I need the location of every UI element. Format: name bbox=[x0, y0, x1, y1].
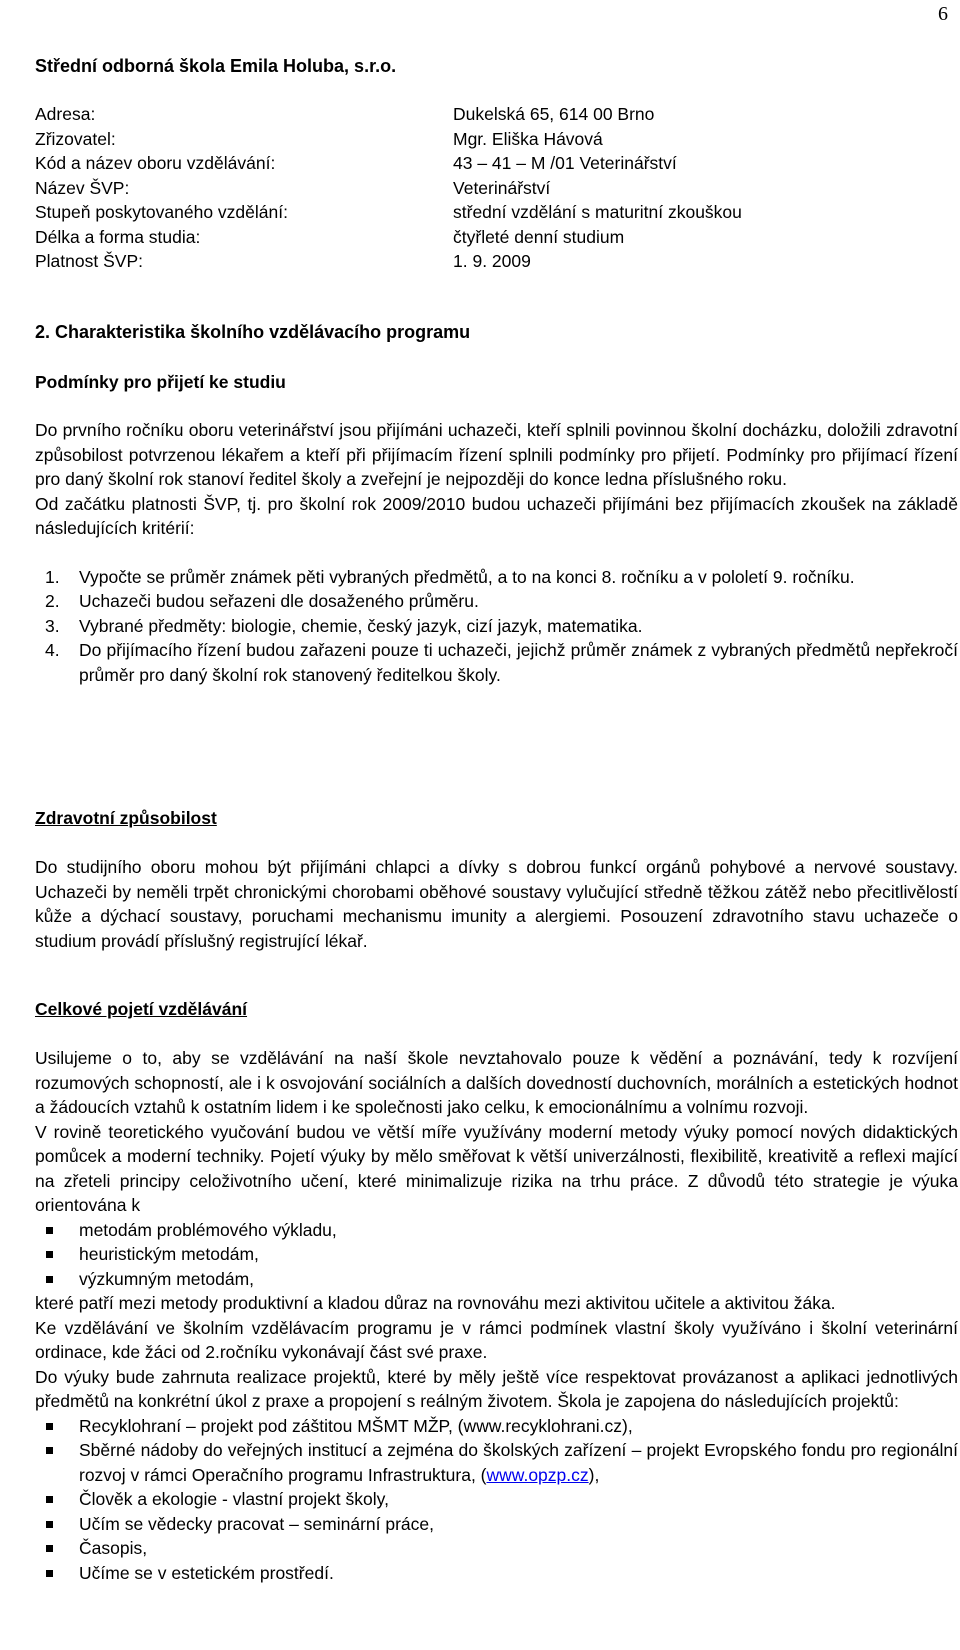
info-row bbox=[35, 151, 935, 176]
info-value: Mgr. Eliška Hávová bbox=[453, 128, 603, 149]
info-label: Název ŠVP: bbox=[35, 177, 130, 198]
criteria-number: 4. bbox=[45, 640, 60, 660]
criteria-number: 3. bbox=[45, 615, 60, 636]
page-number: 6 bbox=[938, 3, 948, 25]
methods-item bbox=[35, 1242, 958, 1267]
info-label: Kód a název oboru vzdělávání: bbox=[35, 153, 276, 173]
info-label: Adresa: bbox=[35, 104, 96, 124]
square-bullet-icon bbox=[46, 1447, 53, 1454]
square-bullet-icon bbox=[46, 1570, 53, 1577]
info-value: Veterinářství bbox=[453, 177, 551, 198]
methods-item bbox=[35, 1218, 958, 1243]
school-name: Střední odborná škola Emila Holuba, s.r.o. bbox=[35, 56, 397, 76]
criteria-text: Do přijímacího řízení budou zařazeni pouze ti uchazeči, jejichž průměr známek z vybraných předmětů nepřekročí průměr pro daný školní rok stanovený ředitelkou školy. bbox=[79, 640, 958, 685]
criteria-item bbox=[35, 638, 958, 687]
admission-criteria-intro: Od začátku platnosti ŠVP, tj. pro školní rok 2009/2010 budou uchazeči přijímáni bez přijímacích zkoušek na základě následujících kritérií: bbox=[35, 493, 958, 538]
criteria-item bbox=[35, 614, 958, 639]
project-item bbox=[35, 1438, 958, 1487]
info-value: 1. 9. 2009 bbox=[453, 251, 531, 271]
info-row bbox=[35, 249, 935, 274]
methods-list bbox=[35, 1218, 958, 1292]
criteria-item bbox=[35, 589, 958, 614]
admission-paragraph: Do prvního ročníku oboru veterinářství jsou přijímáni uchazeči, kteří splnili povinnou školní docházku, doložili zdravotní způsobilost potvrzenou lékařem a kteří při přijímacím řízení splnili podmínky pro přijetí. Podmínky pro přijímací řízení pro daný školní rok stanoví ředitel školy a zveřejní je nejpozději do konce ledna příslušného roku. bbox=[35, 420, 958, 489]
project-text: Sběrné nádoby do veřejných institucí a zejména do školských zařízení – projekt Evropského fondu pro regionální rozvoj v rámci Operačního programu Infrastruktura, ( bbox=[79, 1440, 958, 1485]
project-item bbox=[35, 1414, 958, 1439]
methods-item bbox=[35, 1267, 958, 1292]
methods-item-text: metodám problémového výkladu, bbox=[79, 1219, 337, 1240]
concept-paragraph: které patří mezi metody produktivní a kladou důraz na rovnováhu mezi aktivitou učitele a aktivitou žáka. bbox=[35, 1293, 836, 1313]
square-bullet-icon bbox=[46, 1521, 53, 1528]
concept-heading: Celkové pojetí vzdělávání bbox=[35, 999, 248, 1019]
admission-section bbox=[35, 418, 958, 687]
info-row bbox=[35, 200, 935, 225]
square-bullet-icon bbox=[46, 1496, 53, 1503]
methods-item-text: výzkumným metodám, bbox=[79, 1268, 255, 1289]
info-row bbox=[35, 225, 935, 250]
info-value: střední vzdělání s maturitní zkouškou bbox=[453, 202, 742, 222]
project-item bbox=[35, 1512, 958, 1537]
section-title: 2. Charakteristika školního vzdělávacího programu bbox=[35, 322, 471, 342]
concept-paragraph: V rovině teoretického vyučování budou ve větší míře využívány moderní metody výuky pomocí nových didaktických pomůcek a moderní techniky. Pojetí výuky by mělo směřovat k větší univerzálnosti, flexibilitě, kreativitě a reflexi mající na zřeteli principy celoživotního učení, které minimalizuje rizika na trhu práce. Z důvodů této strategie je výuka orientována k bbox=[35, 1121, 958, 1215]
info-value: 43 – 41 – M /01 Veterinářství bbox=[453, 153, 677, 173]
criteria-list bbox=[35, 565, 958, 688]
info-label: Zřizovatel: bbox=[35, 128, 116, 149]
square-bullet-icon bbox=[46, 1545, 53, 1552]
health-paragraph: Do studijního oboru mohou být přijímáni chlapci a dívky s dobrou funkcí orgánů pohybové a nervové soustavy. Uchazeči by neměli trpět chronickými chorobami oběhové soustavy vylučující středně těžkou zátěž nebo přecitlivělostí kůže a dýchací soustavy, poruchami mechanismu imunity a alergiemi. Posouzení zdravotního stavu uchazeče o studium provádí příslušný registrující lékař. bbox=[35, 857, 958, 951]
projects-list bbox=[35, 1414, 958, 1586]
concept-paragraph: Ke vzdělávání ve školním vzdělávacím programu je v rámci podmínek vlastní školy využíváno i školní veterinární ordinace, kde žáci od 2.ročníku vykonávají část své praxe. bbox=[35, 1317, 958, 1362]
project-text: Učím se vědecky pracovat – seminární práce, bbox=[79, 1513, 435, 1534]
project-item bbox=[35, 1536, 958, 1561]
methods-item-text: heuristickým metodám, bbox=[79, 1244, 259, 1264]
criteria-text: Vybrané předměty: biologie, chemie, český jazyk, cizí jazyk, matematika. bbox=[79, 615, 643, 636]
info-row bbox=[35, 176, 935, 201]
opzp-link[interactable]: www.opzp.cz bbox=[486, 1464, 589, 1485]
criteria-number: 1. bbox=[45, 566, 60, 587]
info-label: Délka a forma studia: bbox=[35, 226, 201, 247]
square-bullet-icon bbox=[46, 1251, 53, 1258]
info-row bbox=[35, 102, 935, 127]
info-row bbox=[35, 127, 935, 152]
info-label: Platnost ŠVP: bbox=[35, 251, 143, 271]
project-item bbox=[35, 1487, 958, 1512]
project-text-end: ), bbox=[588, 1464, 600, 1485]
concept-paragraph: Do výuky bude zahrnuta realizace projektů, které by měly ještě více respektovat provázanost a aplikaci jednotlivých předmětů na konkrétní úkol z praxe a propojení s reálným životem. Škola je zapojena do následujících projektů: bbox=[35, 1366, 958, 1411]
criteria-text: Uchazeči budou seřazeni dle dosaženého průměru. bbox=[79, 591, 479, 611]
health-section bbox=[35, 855, 958, 953]
project-text: Učíme se v estetickém prostředí. bbox=[79, 1562, 334, 1583]
square-bullet-icon bbox=[46, 1423, 53, 1430]
square-bullet-icon bbox=[46, 1276, 53, 1283]
health-heading: Zdravotní způsobilost bbox=[35, 808, 217, 828]
criteria-item bbox=[35, 565, 958, 590]
admission-heading: Podmínky pro přijetí ke studiu bbox=[35, 372, 286, 392]
criteria-text: Vypočte se průměr známek pěti vybraných předmětů, a to na konci 8. ročníku a v pololetí 9. ročníku. bbox=[79, 566, 855, 587]
info-value: čtyřleté denní studium bbox=[453, 226, 625, 247]
square-bullet-icon bbox=[46, 1227, 53, 1234]
info-label: Stupeň poskytovaného vzdělání: bbox=[35, 202, 288, 222]
info-value: Dukelská 65, 614 00 Brno bbox=[453, 104, 655, 124]
concept-paragraph: Usilujeme o to, aby se vzdělávání na naší škole nevztahovalo pouze k vědění a poznávání, tedy k rozvíjení rozumových schopností, ale i k osvojování sociálních a dalších dovedností duchovních, morálních a estetických hodnot a žádoucích vztahů k ostatním lidem i ke společnosti jako celku, k emocionálnímu a volnímu rozvoji. bbox=[35, 1048, 958, 1117]
project-text: Časopis, bbox=[79, 1538, 148, 1558]
project-text: Recyklohraní – projekt pod záštitou MŠMT MŽP, (www.recyklohrani.cz), bbox=[79, 1415, 633, 1436]
project-item bbox=[35, 1561, 958, 1586]
concept-section bbox=[35, 1046, 958, 1585]
project-text: Člověk a ekologie - vlastní projekt školy, bbox=[79, 1489, 389, 1509]
info-table bbox=[35, 102, 935, 274]
criteria-number: 2. bbox=[45, 591, 60, 611]
